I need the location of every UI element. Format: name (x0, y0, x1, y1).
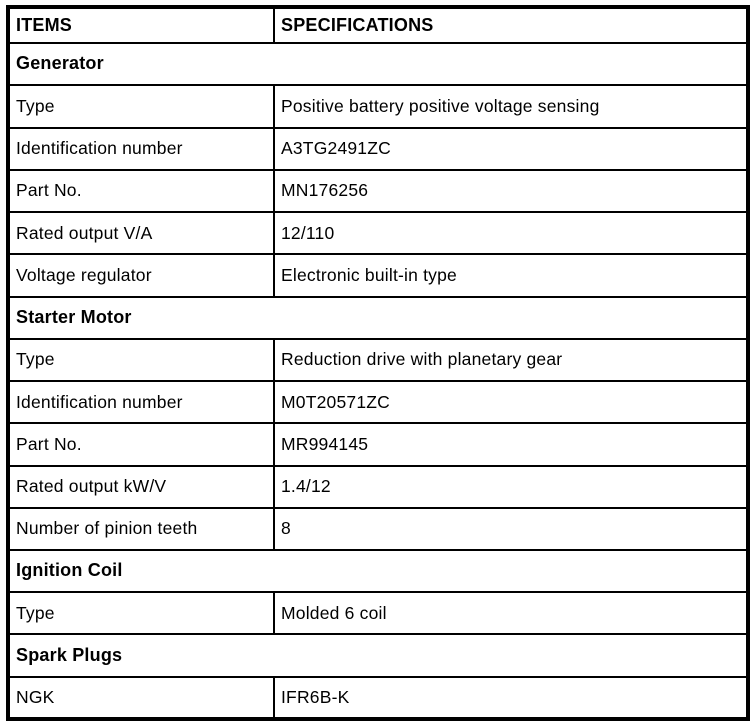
spec-cell: Reduction drive with planetary gear (274, 339, 748, 381)
item-cell: Identification number (8, 128, 274, 170)
table-header-row (8, 7, 748, 43)
table-row (8, 592, 748, 634)
spec-cell: 12/110 (274, 212, 748, 254)
table-row (8, 677, 748, 719)
table-row (8, 85, 748, 127)
section-title: Spark Plugs (8, 634, 748, 676)
item-cell: Voltage regulator (8, 254, 274, 296)
item-cell: Rated output kW/V (8, 466, 274, 508)
section-title: Generator (8, 43, 748, 85)
spec-cell: MN176256 (274, 170, 748, 212)
header-items: ITEMS (8, 7, 274, 43)
item-cell: Type (8, 592, 274, 634)
section-title: Starter Motor (8, 297, 748, 339)
header-specifications: SPECIFICATIONS (274, 7, 748, 43)
section-header-generator (8, 43, 748, 85)
table-row (8, 339, 748, 381)
spec-cell: Electronic built-in type (274, 254, 748, 296)
table-row (8, 508, 748, 550)
item-cell: NGK (8, 677, 274, 719)
item-cell: Part No. (8, 170, 274, 212)
spec-cell: MR994145 (274, 423, 748, 465)
spec-cell: IFR6B-K (274, 677, 748, 719)
table-row (8, 381, 748, 423)
specifications-table (6, 5, 750, 721)
item-cell: Number of pinion teeth (8, 508, 274, 550)
section-header-ignition-coil (8, 550, 748, 592)
item-cell: Rated output V/A (8, 212, 274, 254)
table-row (8, 212, 748, 254)
table-row (8, 170, 748, 212)
table-row (8, 254, 748, 296)
spec-cell: Positive battery positive voltage sensing (274, 85, 748, 127)
item-cell: Identification number (8, 381, 274, 423)
item-cell: Type (8, 339, 274, 381)
section-header-starter-motor (8, 297, 748, 339)
table-row (8, 466, 748, 508)
section-header-spark-plugs (8, 634, 748, 676)
table-row (8, 128, 748, 170)
spec-cell: Molded 6 coil (274, 592, 748, 634)
table-row (8, 423, 748, 465)
item-cell: Type (8, 85, 274, 127)
spec-cell: M0T20571ZC (274, 381, 748, 423)
spec-cell: 8 (274, 508, 748, 550)
spec-cell: A3TG2491ZC (274, 128, 748, 170)
section-title: Ignition Coil (8, 550, 748, 592)
spec-cell: 1.4/12 (274, 466, 748, 508)
item-cell: Part No. (8, 423, 274, 465)
